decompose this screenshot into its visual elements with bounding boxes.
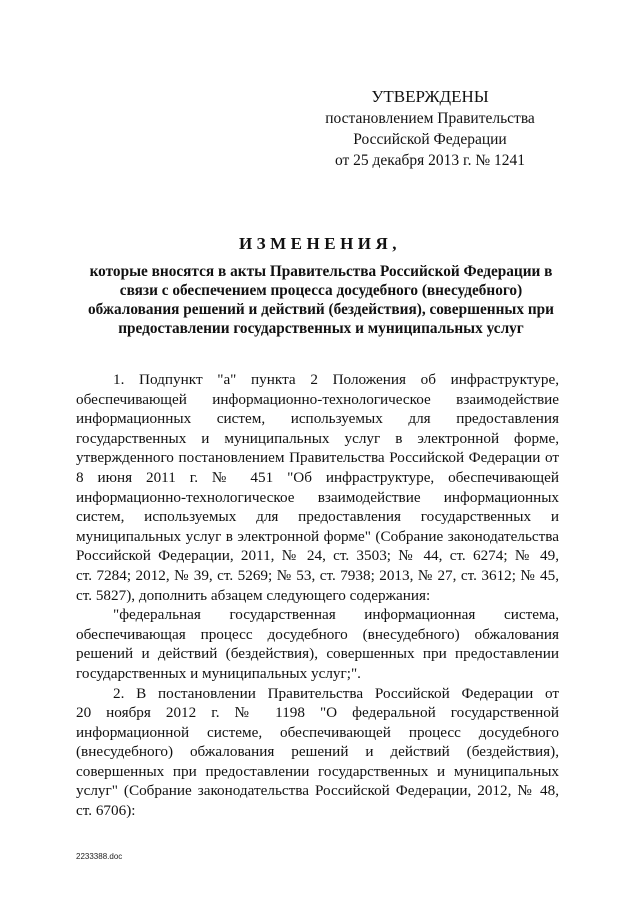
approval-title: УТВЕРЖДЕНЫ — [371, 87, 489, 106]
body-line: ст. 7284; 2012, № 39, ст. 5269; № 53, ст. 7938; 2013, № 27, ст. 3612; № 45, — [76, 566, 559, 584]
body-line: информационных систем, используемых для предоставления — [76, 410, 559, 428]
body-line: решений и действий (бездействия), совершенных при предоставлении — [76, 645, 559, 663]
document-file-id: 2233388.doc — [76, 852, 123, 861]
body-line: ст. 6706): — [76, 802, 136, 820]
subtitle-line: предоставлении государственных и муниципальных услуг — [118, 320, 524, 337]
document-subtitle — [80, 262, 562, 338]
body-line: совершенных при предоставлении государственных и муниципальных — [76, 762, 559, 780]
subtitle-line: которые вносятся в акты Правительства Российской Федерации в — [89, 263, 553, 280]
document-body — [76, 370, 559, 821]
body-line: утвержденного постановлением Правительства Российской Федерации от — [76, 449, 559, 467]
body-line: 2. В постановлении Правительства Российской Федерации от — [113, 684, 559, 702]
body-line: услуг" (Собрание законодательства Российской Федерации, 2012, № 48, — [76, 782, 559, 800]
body-line: обеспечивающей информационно-технологическое взаимодействие — [76, 390, 559, 408]
body-line: государственных и муниципальных услуг;". — [76, 664, 361, 682]
body-line: 8 июня 2011 г. № 451 "Об инфраструктуре, обеспечивающей — [76, 468, 559, 486]
body-line: государственных и муниципальных услуг в электронной форме, — [76, 429, 559, 447]
body-line: муниципальных услуг в электронной форме" (Собрание законодательства — [76, 527, 559, 545]
body-line: 20 ноября 2012 г. № 1198 "О федеральной государственной — [76, 704, 559, 722]
body-line: ст. 5827), дополнить абзацем следующего содержания: — [76, 586, 431, 604]
body-line: систем, используемых для предоставления государственных и — [76, 508, 559, 526]
body-line: Российской Федерации, 2011, № 24, ст. 3503; № 44, ст. 6274; № 49, — [76, 547, 559, 565]
body-line: информационной системе, обеспечивающей процесс досудебного — [76, 723, 559, 741]
body-line: 1. Подпункт "а" пункта 2 Положения об инфраструктуре, — [113, 371, 559, 388]
approval-line-3: от 25 декабря 2013 г. № 1241 — [334, 152, 526, 169]
body-line: информационно-технологическое взаимодействие информационных — [76, 488, 559, 506]
body-line: "федеральная государственная информационная система, — [113, 606, 559, 624]
body-line: (внесудебного) обжалования решений и действий (бездействия), — [76, 743, 559, 761]
approval-line-2: Российской Федерации — [353, 131, 507, 148]
subtitle-line: обжалования решений и действий (бездействия), совершенных при — [88, 301, 554, 318]
subtitle-line: связи с обеспечением процесса досудебного (внесудебного) — [119, 282, 523, 299]
approval-line-1: постановлением Правительства — [325, 110, 535, 127]
document-title: ИЗМЕНЕНИЯ, — [238, 234, 402, 253]
body-line: обеспечивающая процесс досудебного (внесудебного) обжалования — [76, 625, 559, 643]
approval-block — [310, 86, 550, 171]
